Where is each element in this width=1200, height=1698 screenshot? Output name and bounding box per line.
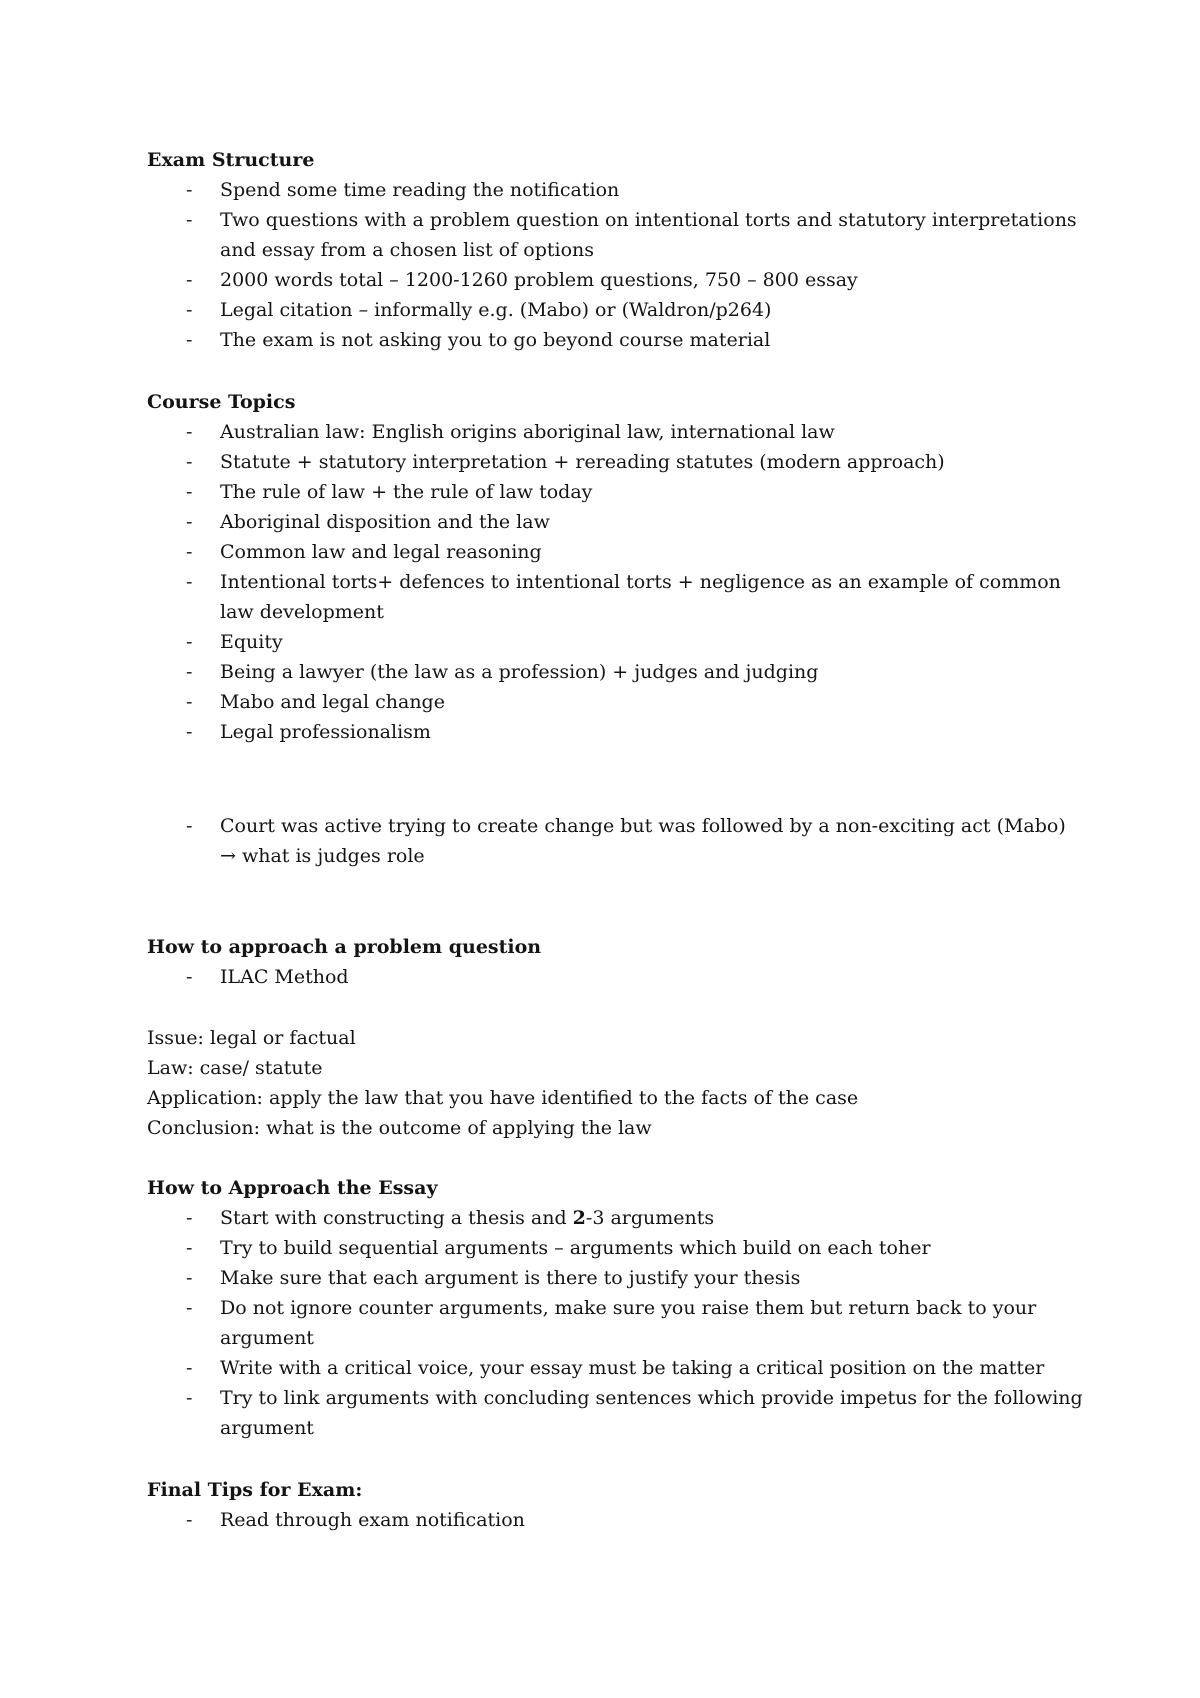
bullet-list [147,1505,1087,1535]
list-item: - Spend some time reading the notification [147,175,1087,205]
section-heading: Exam Structure [147,149,315,171]
section-problem-question [147,932,1087,992]
ilac-breakdown [147,1023,1087,1143]
bullet-list [147,1203,1087,1443]
bullet-list [147,175,1087,355]
list-item: - Write with a critical voice, your essay must be taking a critical position on the matter [147,1353,1087,1383]
section-final-tips [147,1475,1087,1535]
list-item: - Try to link arguments with concluding sentences which provide impetus for the following argument [147,1383,1087,1443]
bullet-list [147,811,1087,871]
list-item: - Australian law: English origins aboriginal law, international law [147,417,1087,447]
list-item: - Common law and legal reasoning [147,537,1087,567]
list-item: - Read through exam notification [147,1505,1087,1535]
ilac-conclusion: Conclusion: what is the outcome of applying the law [147,1117,652,1139]
ilac-application: Application: apply the law that you have identified to the facts of the case [147,1087,859,1109]
section-heading: How to Approach the Essay [147,1177,438,1199]
section-exam-structure [147,145,1087,355]
bullet-list [147,962,1087,992]
list-item: - The exam is not asking you to go beyond course material [147,325,1087,355]
bold-text-run: 2 [572,1207,586,1229]
text-run: Start with constructing a thesis and [220,1207,573,1229]
text-run: -3 arguments [585,1207,715,1229]
list-item: - Statute + statutory interpretation + rereading statutes (modern approach) [147,447,1087,477]
section-heading: Final Tips for Exam: [147,1479,363,1501]
ilac-law: Law: case/ statute [147,1057,323,1079]
ilac-issue: Issue: legal or factual [147,1027,356,1049]
section-essay [147,1173,1087,1443]
bullet-list [147,417,1087,747]
list-item: - Court was active trying to create change but was followed by a non-exciting act (Mabo) → what is judges role [147,811,1087,871]
list-item: - Make sure that each argument is there to justify your thesis [147,1263,1087,1293]
list-item: - The rule of law + the rule of law today [147,477,1087,507]
section-heading: Course Topics [147,391,296,413]
list-item: - Try to build sequential arguments – arguments which build on each toher [147,1233,1087,1263]
list-item [147,1203,1087,1233]
list-item: - ILAC Method [147,962,1087,992]
section-course-topics [147,387,1087,747]
list-item: - Aboriginal disposition and the law [147,507,1087,537]
list-item: - Do not ignore counter arguments, make sure you raise them but return back to your argument [147,1293,1087,1353]
list-item: - Being a lawyer (the law as a profession) + judges and judging [147,657,1087,687]
list-item: - Legal citation – informally e.g. (Mabo) or (Waldron/p264) [147,295,1087,325]
list-item: - Intentional torts+ defences to intentional torts + negligence as an example of common law development [147,567,1087,627]
list-item: - Equity [147,627,1087,657]
list-item: - Legal professionalism [147,717,1087,747]
list-item: - Two questions with a problem question on intentional torts and statutory interpretations and essay from a chosen list of options [147,205,1087,265]
list-item: - Mabo and legal change [147,687,1087,717]
section-court-note [147,811,1087,871]
list-item: - 2000 words total – 1200-1260 problem questions, 750 – 800 essay [147,265,1087,295]
section-heading: How to approach a problem question [147,936,542,958]
